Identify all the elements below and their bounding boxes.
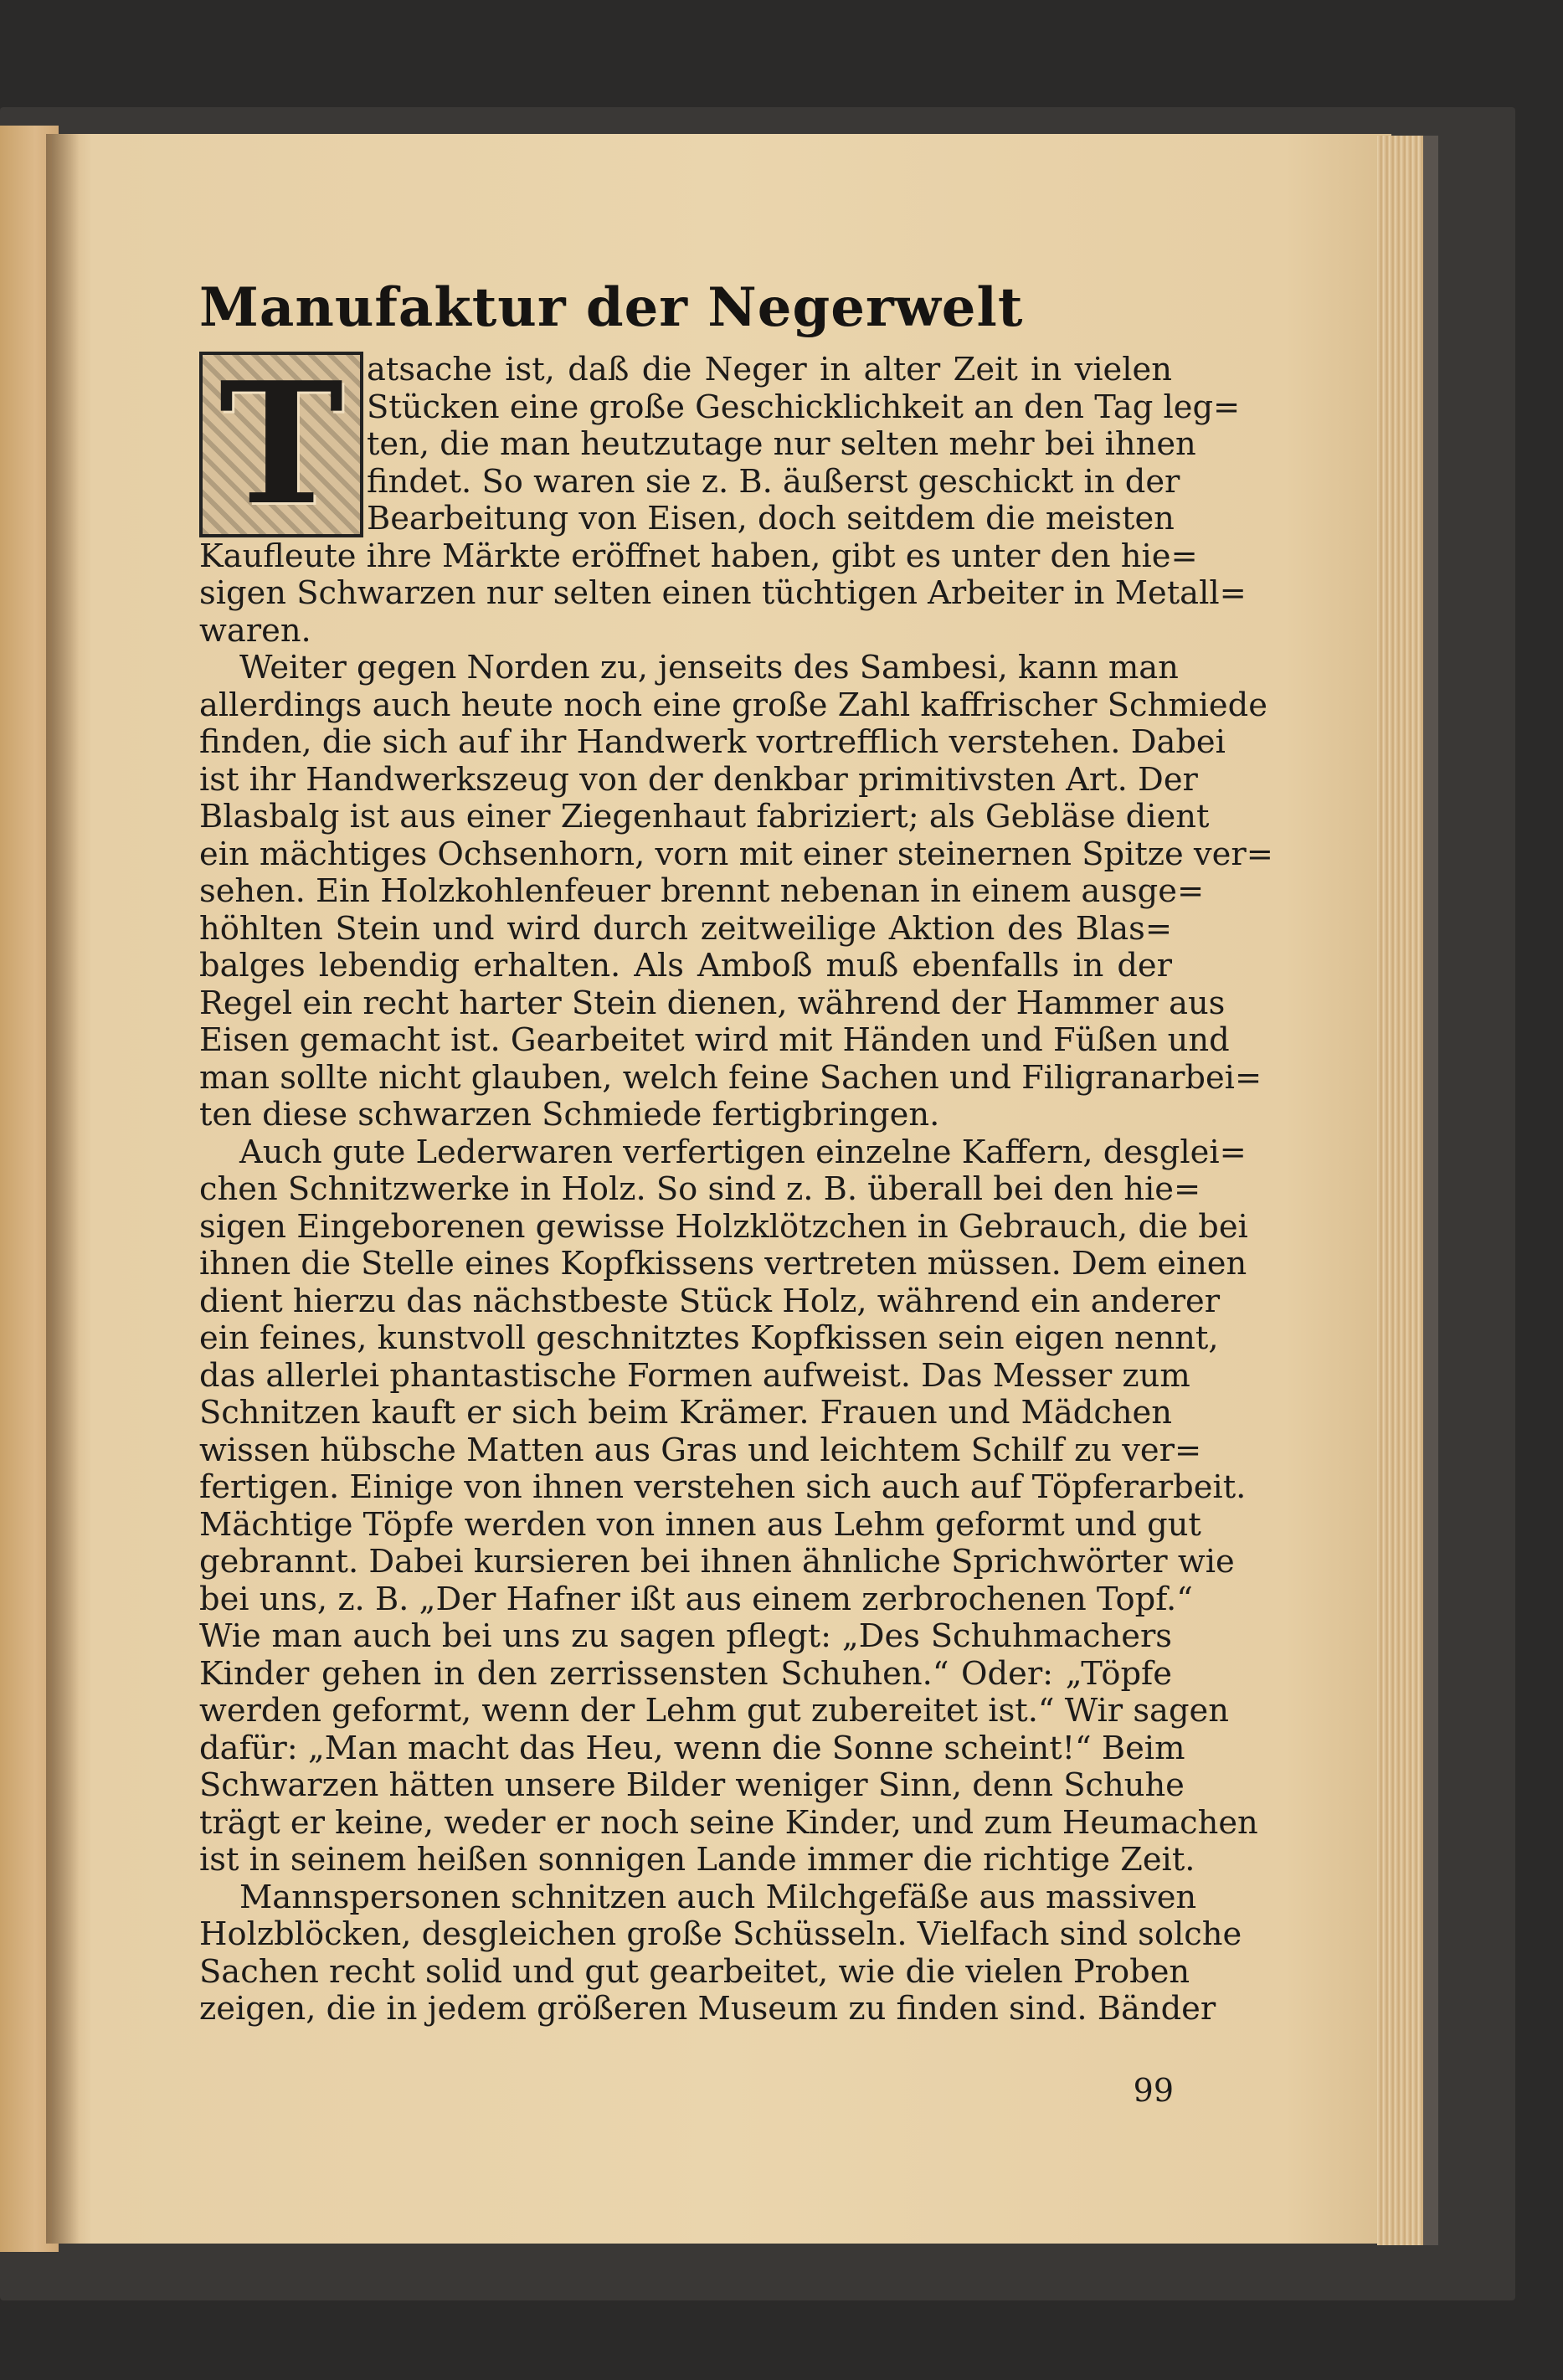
text-line: finden, die sich auf ihr Handwerk vortrefflich verstehen. Dabei — [199, 723, 1226, 761]
text-line: Mannspersonen schnitzen auch Milchgefäße aus massiven — [239, 1878, 1197, 1916]
text-line: Holzblöcken, desgleichen große Schüsseln. Vielfach sind solche — [199, 1915, 1242, 1953]
page-edges — [1377, 136, 1427, 2245]
text-line: Schnitzen kauft er sich beim Krämer. Frauen und Mädchen — [199, 1394, 1172, 1432]
text-line: bei uns, z. B. „Der Hafner ißt aus einem zerbrochenen Topf.“ — [199, 1580, 1193, 1618]
text-line: Bearbeitung von Eisen, doch seitdem die meisten — [367, 500, 1175, 537]
text-line: ist ihr Handwerkszeug von der denkbar primitivsten Art. Der — [199, 760, 1198, 799]
text-line: ihnen die Stelle eines Kopfkissens vertreten müssen. Dem einen — [199, 1245, 1247, 1283]
text-line: Mächtige Töpfe werden von innen aus Lehm geformt und gut — [199, 1505, 1201, 1544]
initial-letter: T — [219, 346, 344, 542]
text-line: findet. So waren sie z. B. äußerst geschickt in der — [367, 462, 1180, 501]
page-title: Manufaktur der Negerwelt — [199, 276, 1024, 339]
text-line: sigen Schwarzen nur selten einen tüchtigen Arbeiter in Metall= — [199, 574, 1247, 612]
page-number: 99 — [1133, 2072, 1174, 2109]
text-line: Auch gute Lederwaren verfertigen einzelne Kaffern, desglei= — [239, 1133, 1247, 1171]
text-line: dafür: „Man macht das Heu, wenn die Sonne scheint!“ Beim — [199, 1729, 1185, 1767]
text-line: werden geformt, wenn der Lehm gut zubereitet ist.“ Wir sagen — [199, 1692, 1229, 1730]
text-line: gebrannt. Dabei kursieren bei ihnen ähnliche Sprichwörter wie — [199, 1543, 1235, 1581]
text-line: zeigen, die in jedem größeren Museum zu finden sind. Bänder — [199, 1990, 1216, 2028]
text-line: fertigen. Einige von ihnen verstehen sich auch auf Töpferarbeit. — [199, 1468, 1247, 1506]
text-line: Kaufleute ihre Märkte eröffnet haben, gibt es unter den hie= — [199, 537, 1198, 575]
text-line: Sachen recht solid und gut gearbeitet, wie die vielen Proben — [199, 1952, 1190, 1991]
text-line: trägt er keine, weder er noch seine Kinder, und zum Heumachen — [199, 1803, 1258, 1842]
text-line: waren. — [199, 611, 311, 650]
text-line: Wie man auch bei uns zu sagen pflegt: „Des Schuhmachers — [199, 1617, 1172, 1655]
text-line: dient hierzu das nächstbeste Stück Holz, während ein anderer — [199, 1282, 1221, 1320]
text-line: ein mächtiges Ochsenhorn, vorn mit einer steinernen Spitze ver= — [199, 835, 1273, 873]
gutter-shadow — [46, 134, 80, 2244]
text-line: sigen Eingeborenen gewisse Holzklötzchen in Gebrauch, die bei — [199, 1207, 1248, 1246]
text-line: allerdings auch heute noch eine große Zahl kaffrischer Schmiede — [199, 686, 1267, 724]
text-line: Schwarzen hätten unsere Bilder weniger Sinn, denn Schuhe — [199, 1766, 1185, 1804]
text-line: Blasbalg ist aus einer Ziegenhaut fabriziert; als Gebläse dient — [199, 798, 1210, 835]
text-line: chen Schnitzwerke in Holz. So sind z. B. überall bei den hie= — [199, 1170, 1201, 1208]
text-line: ein feines, kunstvoll geschnitztes Kopfkissen sein eigen nennt, — [199, 1319, 1219, 1357]
text-line: das allerlei phantastische Formen aufweist. Das Messer zum — [199, 1356, 1190, 1395]
text-line: balges lebendig erhalten. Als Amboß muß ebenfalls in der — [199, 947, 1172, 984]
text-line: Eisen gemacht ist. Gearbeitet wird mit Händen und Füßen und — [199, 1021, 1230, 1059]
text-line: Kinder gehen in den zerrissensten Schuhen.“ Oder: „Töpfe — [199, 1654, 1172, 1693]
text-line: man sollte nicht glauben, welch feine Sachen und Filigranarbei= — [199, 1058, 1262, 1097]
text-line: Regel ein recht harter Stein dienen, während der Hammer aus — [199, 984, 1226, 1022]
text-line: wissen hübsche Matten aus Gras und leichtem Schilf zu ver= — [199, 1431, 1202, 1469]
text-line: sehen. Ein Holzkohlenfeuer brennt nebenan in einem ausge= — [199, 872, 1205, 910]
text-line: höhlten Stein und wird durch zeitweilige Aktion des Blas= — [199, 909, 1172, 948]
text-line: Weiter gegen Norden zu, jenseits des Sambesi, kann man — [239, 649, 1179, 686]
text-line: ten, die man heutzutage nur selten mehr bei ihnen — [367, 425, 1196, 463]
text-line: ten diese schwarzen Schmiede fertigbringen. — [199, 1096, 940, 1133]
cover-edge — [1423, 136, 1438, 2245]
text-line: ist in seinem heißen sonnigen Lande immer die richtige Zeit. — [199, 1841, 1195, 1879]
body-text — [199, 346, 1273, 2028]
text-line: atsache ist, daß die Neger in alter Zeit in vielen — [367, 351, 1172, 388]
text-line: Stücken eine große Geschicklichkeit an den Tag leg= — [367, 388, 1241, 426]
